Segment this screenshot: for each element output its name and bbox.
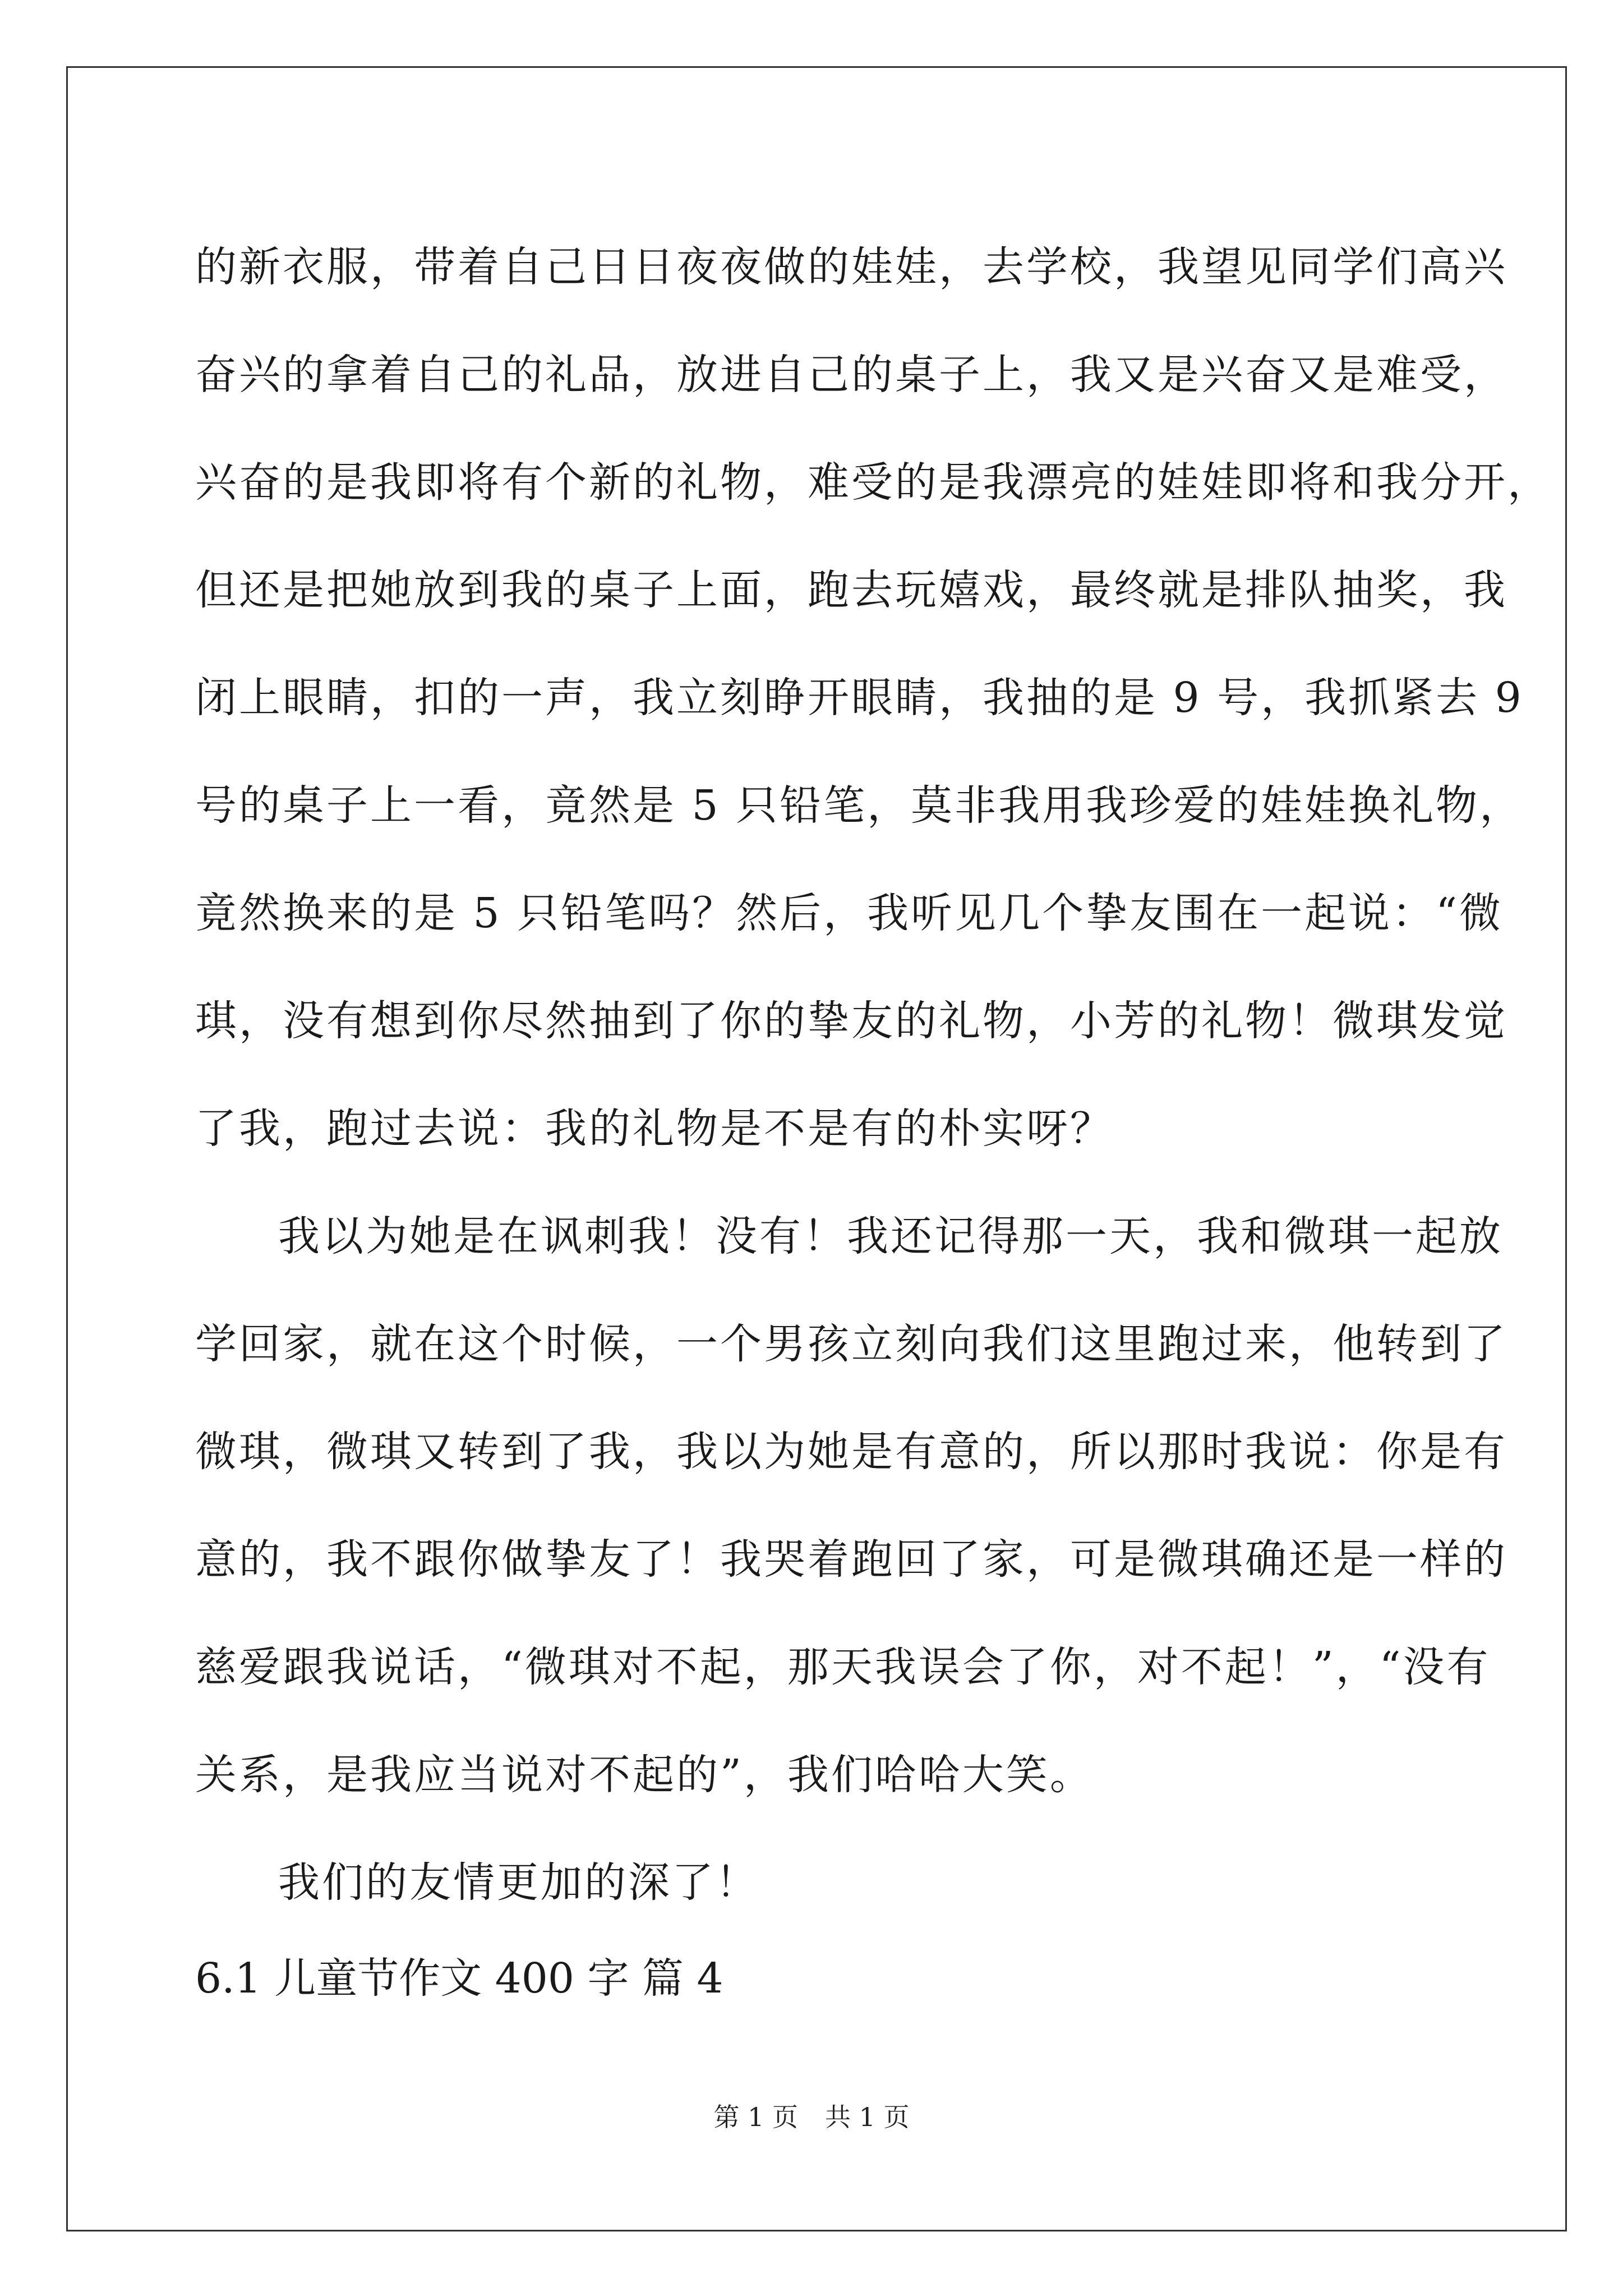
text-line-indented: 我们的友情更加的深了！	[278, 1858, 759, 1907]
text-line: 关系，是我应当说对不起的”，我们哈哈大笑。	[195, 1751, 1094, 1799]
text-line: 学回家，就在这个时候，一个男孩立刻向我们这里跑过来，他转到了	[195, 1320, 1507, 1368]
page-number: 第 1 页	[713, 2102, 798, 2132]
text-line: 竟然换来的是 5 只铅笔吗？然后，我听见几个挚友围在一起说：“微	[195, 889, 1503, 937]
text-line: 兴奋的是我即将有个新的礼物，难受的是我漂亮的娃娃即将和我分开，	[195, 458, 1551, 507]
text-line: 微琪，微琪又转到了我，我以为她是有意的，所以那时我说：你是有	[195, 1428, 1507, 1476]
text-line: 琪，没有想到你尽然抽到了你的挚友的礼物，小芳的礼物！微琪发觉	[195, 997, 1507, 1045]
text-line: 慈爱跟我说话，“微琪对不起，那天我误会了你，对不起！”，“没有	[195, 1643, 1491, 1691]
text-line: 但还是把她放到我的桌子上面，跑去玩嬉戏，最终就是排队抽奖，我	[195, 566, 1507, 614]
page-footer	[0, 2097, 1623, 2134]
text-line: 的新衣服，带着自己日日夜夜做的娃娃，去学校，我望见同学们高兴	[195, 243, 1507, 291]
text-line: 闭上眼睛，扣的一声，我立刻睁开眼睛，我抽的是 9 号，我抓紧去 9	[195, 674, 1524, 722]
text-line: 了我，跑过去说：我的礼物是不是有的朴实呀？	[195, 1105, 1114, 1153]
text-line: 奋兴的拿着自己的礼品，放进自己的桌子上，我又是兴奋又是难受，	[195, 351, 1507, 399]
section-heading: 6.1 儿童节作文 400 字 篇 4	[195, 1954, 723, 2003]
text-line-indented: 我以为她是在讽刺我！没有！我还记得那一天，我和微琪一起放	[278, 1212, 1503, 1260]
text-line: 意的，我不跟你做挚友了！我哭着跑回了家，可是微琪确还是一样的	[195, 1535, 1507, 1584]
page-total: 共 1 页	[825, 2102, 910, 2132]
body-text	[195, 213, 1551, 1936]
text-line: 号的桌子上一看，竟然是 5 只铅笔，莫非我用我珍爱的娃娃换礼物，	[195, 781, 1524, 830]
